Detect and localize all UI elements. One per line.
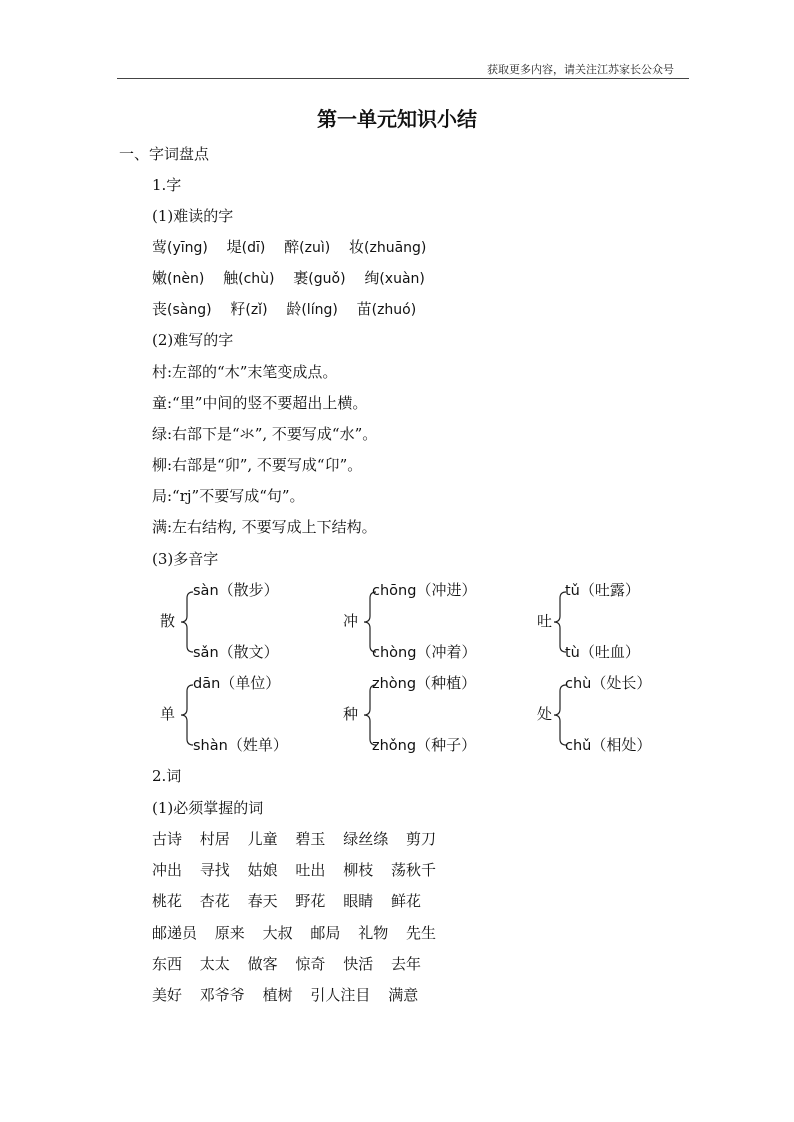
pinyin: (guǒ) — [308, 271, 346, 287]
polyphonic-reading — [193, 735, 288, 756]
hard-write-note: 局:“rj”不要写成“句”。 — [152, 487, 305, 505]
header-divider — [117, 78, 689, 79]
char: 苗 — [356, 300, 372, 318]
example-word: （相处） — [591, 736, 652, 754]
word: 满意 — [388, 986, 419, 1004]
chars-heading: 1.字 — [152, 176, 182, 194]
example-word: （散步） — [218, 581, 279, 599]
pinyin: (zǐ) — [245, 302, 268, 318]
pinyin: (xuàn) — [379, 271, 425, 287]
word: 快活 — [343, 955, 374, 973]
pinyin: zhòng — [372, 676, 417, 692]
char: 裹 — [293, 269, 309, 287]
example-word: （种子） — [416, 736, 477, 754]
pinyin: chòng — [372, 645, 417, 661]
pinyin: chù — [565, 676, 592, 692]
word: 碧玉 — [295, 830, 326, 848]
word: 剪刀 — [405, 830, 436, 848]
polyphonic-reading — [193, 673, 280, 694]
char: 嫩 — [152, 269, 168, 287]
word: 杏花 — [199, 892, 230, 910]
char: 莺 — [152, 238, 168, 256]
polyphonic-reading — [565, 673, 651, 694]
word: 美好 — [152, 986, 183, 1004]
word: 邮局 — [310, 924, 341, 942]
word: 柳枝 — [343, 861, 374, 879]
hard-read-row — [152, 299, 416, 320]
word: 吐出 — [295, 861, 326, 879]
polyphonic-reading — [372, 673, 476, 694]
hard-write-note: 绿:右部下是“氺”, 不要写成“水”。 — [152, 425, 378, 443]
word: 先生 — [405, 924, 436, 942]
word: 寻找 — [199, 861, 230, 879]
page-title: 第一单元知识小结 — [317, 107, 477, 131]
pinyin: (zhuó) — [371, 302, 417, 318]
char: 醉 — [284, 238, 300, 256]
example-word: （散文） — [218, 643, 279, 661]
pinyin: (nèn) — [167, 271, 205, 287]
word: 冲出 — [152, 861, 183, 879]
polyphonic-reading — [193, 642, 279, 663]
example-word: （单位） — [220, 674, 281, 692]
pinyin: dān — [193, 676, 221, 692]
pinyin: chǔ — [565, 738, 592, 754]
char: 妆 — [349, 238, 365, 256]
word: 村居 — [199, 830, 230, 848]
word: 植树 — [262, 986, 293, 1004]
char: 触 — [223, 269, 239, 287]
word: 荡秋千 — [390, 861, 436, 879]
hard-read-row — [152, 237, 426, 258]
pinyin: (chù) — [238, 271, 275, 287]
pinyin: (líng) — [301, 302, 338, 318]
word: 邓爷爷 — [199, 986, 245, 1004]
polyphonic-reading — [372, 735, 476, 756]
polyphonic-reading — [372, 580, 476, 601]
polyphonic-reading — [372, 642, 476, 663]
word-row — [152, 891, 421, 911]
header-note: 获取更多内容，请关注江苏家长公众号 — [487, 63, 674, 76]
polyphonic-reading — [565, 735, 651, 756]
polyphonic-reading — [193, 580, 279, 601]
word-row — [152, 829, 436, 849]
word: 邮递员 — [152, 924, 198, 942]
hard-write-note: 童:“里”中间的竖不要超出上横。 — [152, 394, 368, 412]
word: 做客 — [247, 955, 278, 973]
pinyin: (dī) — [241, 240, 266, 256]
pinyin: zhǒng — [372, 738, 417, 754]
polyphonic-char: 种 — [343, 705, 359, 723]
word: 鲜花 — [390, 892, 421, 910]
word-row — [152, 954, 421, 974]
word: 太太 — [199, 955, 230, 973]
word: 绿丝绦 — [343, 830, 389, 848]
char: 堤 — [226, 238, 242, 256]
word: 礼物 — [358, 924, 389, 942]
word: 原来 — [214, 924, 245, 942]
hard-write-note: 村:左部的“木”末笔变成点。 — [152, 363, 338, 381]
pinyin: (zuì) — [299, 240, 331, 256]
hard-write-heading: (2)难写的字 — [152, 331, 234, 349]
word-row — [152, 985, 418, 1005]
hard-write-note: 柳:右部是“卯”, 不要写成“卬”。 — [152, 456, 363, 474]
section-heading: 一、字词盘点 — [119, 145, 210, 163]
example-word: （吐露） — [579, 581, 640, 599]
pinyin: (sàng) — [167, 302, 212, 318]
word: 桃花 — [152, 892, 183, 910]
char: 籽 — [230, 300, 246, 318]
char: 绚 — [364, 269, 380, 287]
example-word: （处长） — [591, 674, 652, 692]
pinyin: shàn — [193, 738, 228, 754]
word: 儿童 — [247, 830, 278, 848]
pinyin: chōng — [372, 583, 417, 599]
polyphonic-reading — [565, 580, 640, 601]
word-row — [152, 860, 436, 880]
hard-read-heading: (1)难读的字 — [152, 207, 234, 225]
word: 野花 — [295, 892, 326, 910]
word-row — [152, 923, 436, 943]
polyphonic-char: 散 — [160, 612, 176, 630]
word: 眼睛 — [343, 892, 374, 910]
must-words-heading: (1)必须掌握的词 — [152, 799, 264, 817]
word: 大叔 — [262, 924, 293, 942]
pinyin: (yīng) — [167, 240, 208, 256]
pinyin: (zhuāng) — [364, 240, 427, 256]
pinyin: sǎn — [193, 645, 219, 661]
polyphonic-char: 冲 — [343, 612, 359, 630]
example-word: （姓单） — [227, 736, 288, 754]
words-heading: 2.词 — [152, 767, 182, 785]
hard-read-row — [152, 268, 425, 289]
example-word: （冲进） — [416, 581, 477, 599]
example-word: （种植） — [416, 674, 477, 692]
polyphonic-char: 处 — [537, 705, 553, 723]
polyphonic-char: 单 — [160, 705, 176, 723]
pinyin: tù — [565, 645, 580, 661]
brace-icon — [180, 590, 194, 654]
example-word: （冲着） — [416, 643, 477, 661]
char: 龄 — [286, 300, 302, 318]
word: 惊奇 — [295, 955, 326, 973]
pinyin: tǔ — [565, 583, 580, 599]
example-word: （吐血） — [579, 643, 640, 661]
word: 去年 — [390, 955, 421, 973]
pinyin: sàn — [193, 583, 219, 599]
polyphonic-reading — [565, 642, 640, 663]
word: 古诗 — [152, 830, 183, 848]
word: 春天 — [247, 892, 278, 910]
brace-icon — [180, 683, 194, 747]
hard-write-note: 满:左右结构, 不要写成上下结构。 — [152, 518, 377, 536]
char: 丧 — [152, 300, 168, 318]
word: 东西 — [152, 955, 183, 973]
polyphonic-heading: (3)多音字 — [152, 550, 219, 568]
polyphonic-char: 吐 — [537, 612, 553, 630]
word: 引人注目 — [310, 986, 371, 1004]
word: 姑娘 — [247, 861, 278, 879]
